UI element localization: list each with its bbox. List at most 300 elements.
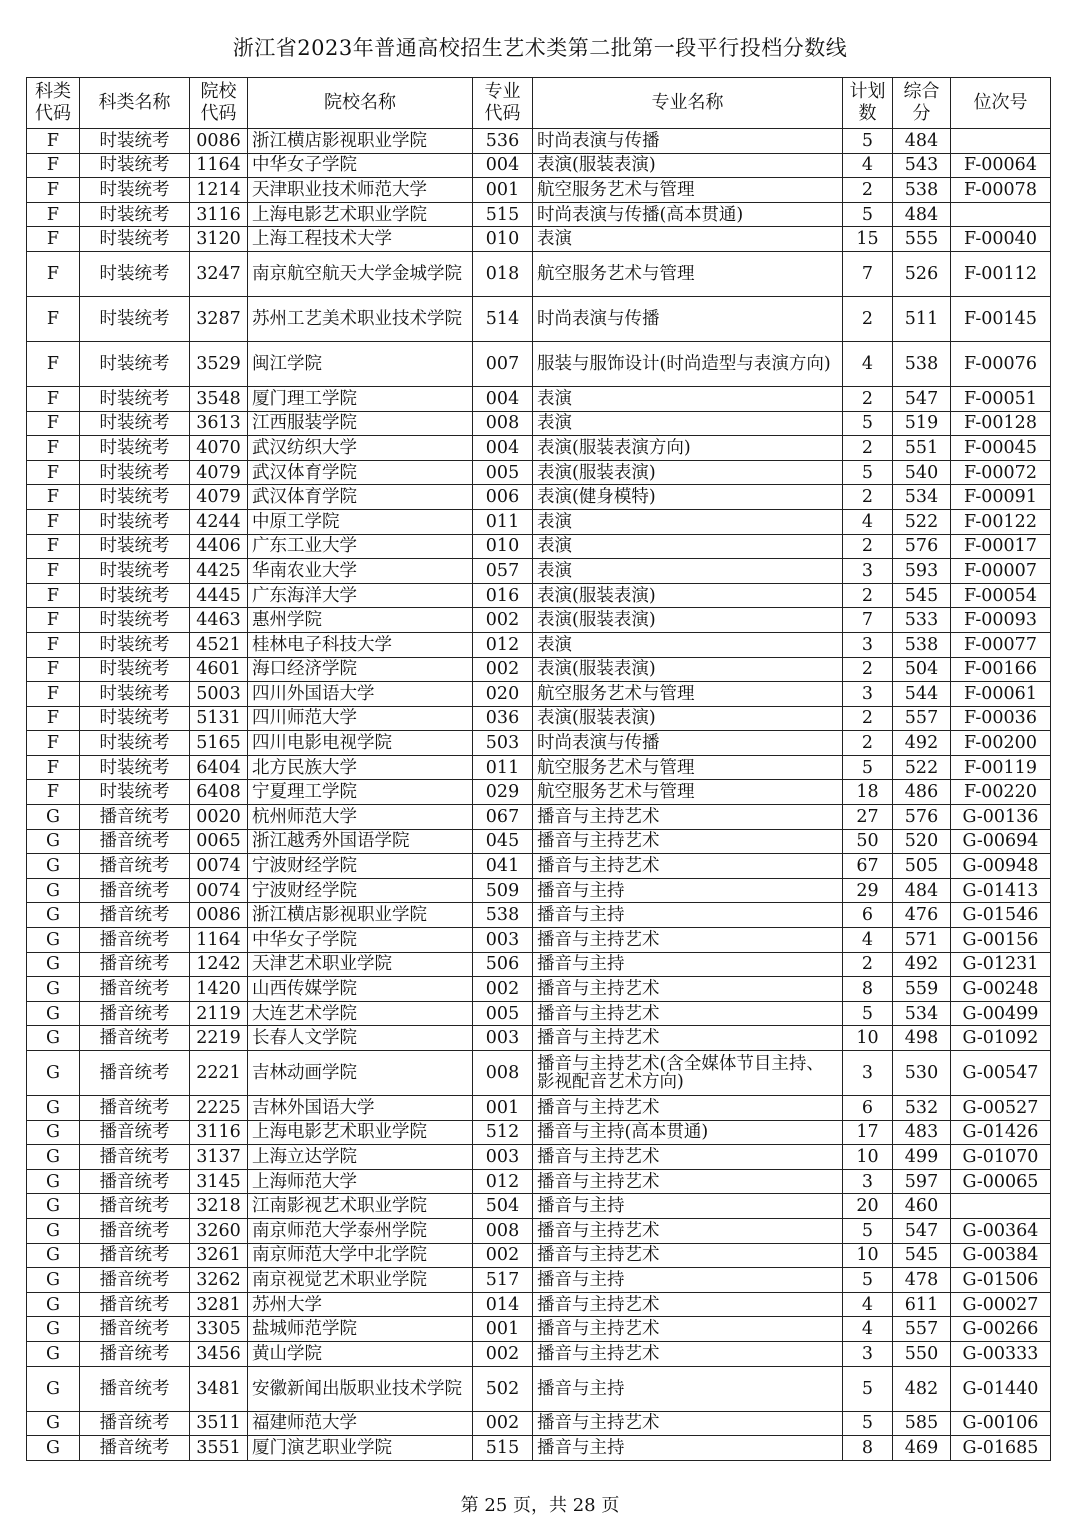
cell-category-code: G xyxy=(27,1268,80,1293)
cell-plan-count: 5 xyxy=(843,1268,893,1293)
cell-school-code: 3247 xyxy=(190,251,248,296)
cell-plan-count: 2 xyxy=(843,583,893,608)
score-table xyxy=(26,77,1051,1461)
cell-rank: F-00128 xyxy=(951,411,1051,436)
cell-plan-count: 2 xyxy=(843,952,893,977)
cell-total-score: 520 xyxy=(893,829,951,854)
cell-category-code: G xyxy=(27,1292,80,1317)
cell-total-score: 522 xyxy=(893,755,951,780)
cell-category-code: G xyxy=(27,928,80,953)
cell-school-code: 3529 xyxy=(190,341,248,386)
table-row xyxy=(27,178,1051,203)
cell-major-name: 表演 xyxy=(533,632,843,657)
cell-school-code: 4425 xyxy=(190,559,248,584)
cell-total-score: 484 xyxy=(893,202,951,227)
table-header-row xyxy=(27,78,1051,129)
cell-school-name: 南京师范大学中北学院 xyxy=(248,1243,473,1268)
cell-major-name: 播音与主持艺术 xyxy=(533,1218,843,1243)
cell-category-name: 播音统考 xyxy=(80,829,190,854)
cell-total-score: 526 xyxy=(893,251,951,296)
cell-plan-count: 4 xyxy=(843,928,893,953)
cell-plan-count: 4 xyxy=(843,1317,893,1342)
cell-major-code: 020 xyxy=(473,682,533,707)
cell-plan-count: 2 xyxy=(843,296,893,341)
table-row xyxy=(27,755,1051,780)
cell-category-code: G xyxy=(27,1001,80,1026)
cell-school-name: 厦门理工学院 xyxy=(248,386,473,411)
cell-rank: G-00248 xyxy=(951,977,1051,1002)
cell-plan-count: 27 xyxy=(843,805,893,830)
cell-plan-count: 5 xyxy=(843,129,893,154)
cell-major-name: 播音与主持艺术 xyxy=(533,1292,843,1317)
cell-rank xyxy=(951,202,1051,227)
cell-category-code: F xyxy=(27,153,80,178)
cell-category-name: 播音统考 xyxy=(80,1169,190,1194)
cell-school-name: 上海立达学院 xyxy=(248,1145,473,1170)
cell-rank: F-00091 xyxy=(951,485,1051,510)
cell-plan-count: 6 xyxy=(843,1096,893,1121)
cell-major-name: 播音与主持 xyxy=(533,1366,843,1411)
cell-major-name: 播音与主持 xyxy=(533,878,843,903)
cell-major-code: 005 xyxy=(473,1001,533,1026)
cell-rank: G-00266 xyxy=(951,1317,1051,1342)
cell-total-score: 478 xyxy=(893,1268,951,1293)
cell-plan-count: 17 xyxy=(843,1120,893,1145)
cell-school-code: 3305 xyxy=(190,1317,248,1342)
cell-category-code: F xyxy=(27,129,80,154)
cell-major-code: 004 xyxy=(473,436,533,461)
cell-rank: G-00136 xyxy=(951,805,1051,830)
table-row xyxy=(27,928,1051,953)
cell-category-code: F xyxy=(27,682,80,707)
cell-category-name: 时装统考 xyxy=(80,153,190,178)
cell-school-name: 吉林外国语大学 xyxy=(248,1096,473,1121)
cell-school-code: 0086 xyxy=(190,129,248,154)
table-row xyxy=(27,583,1051,608)
cell-category-name: 时装统考 xyxy=(80,485,190,510)
cell-category-code: F xyxy=(27,202,80,227)
table-row xyxy=(27,1001,1051,1026)
cell-category-name: 时装统考 xyxy=(80,682,190,707)
table-row xyxy=(27,1366,1051,1411)
cell-category-code: G xyxy=(27,854,80,879)
cell-major-name: 航空服务艺术与管理 xyxy=(533,682,843,707)
cell-plan-count: 5 xyxy=(843,1218,893,1243)
cell-category-code: G xyxy=(27,903,80,928)
cell-major-name: 播音与主持艺术 xyxy=(533,1317,843,1342)
cell-school-name: 武汉体育学院 xyxy=(248,460,473,485)
cell-major-code: 007 xyxy=(473,341,533,386)
cell-school-code: 4244 xyxy=(190,509,248,534)
cell-major-name: 播音与主持艺术 xyxy=(533,1243,843,1268)
cell-major-name: 表演 xyxy=(533,534,843,559)
cell-plan-count: 5 xyxy=(843,1001,893,1026)
cell-plan-count: 7 xyxy=(843,251,893,296)
cell-school-name: 宁波财经学院 xyxy=(248,854,473,879)
cell-total-score: 611 xyxy=(893,1292,951,1317)
cell-category-code: F xyxy=(27,706,80,731)
cell-school-code: 2225 xyxy=(190,1096,248,1121)
cell-plan-count: 2 xyxy=(843,436,893,461)
cell-category-code: F xyxy=(27,583,80,608)
cell-category-code: G xyxy=(27,1145,80,1170)
table-row xyxy=(27,1169,1051,1194)
cell-rank: F-00036 xyxy=(951,706,1051,731)
cell-school-name: 苏州工艺美术职业技术学院 xyxy=(248,296,473,341)
cell-school-name: 上海工程技术大学 xyxy=(248,227,473,252)
header-category-name: 科类名称 xyxy=(80,78,190,129)
table-row xyxy=(27,780,1051,805)
cell-rank: F-00061 xyxy=(951,682,1051,707)
cell-major-code: 515 xyxy=(473,202,533,227)
cell-category-name: 时装统考 xyxy=(80,460,190,485)
cell-category-code: F xyxy=(27,780,80,805)
cell-school-code: 2221 xyxy=(190,1051,248,1096)
cell-category-name: 播音统考 xyxy=(80,1218,190,1243)
cell-major-name: 播音与主持艺术 xyxy=(533,1169,843,1194)
cell-school-code: 1420 xyxy=(190,977,248,1002)
cell-rank: G-01426 xyxy=(951,1120,1051,1145)
cell-rank: G-00106 xyxy=(951,1411,1051,1436)
cell-category-name: 播音统考 xyxy=(80,1120,190,1145)
header-major-code: 专业代码 xyxy=(473,78,533,129)
cell-school-name: 浙江越秀外国语学院 xyxy=(248,829,473,854)
cell-school-code: 3613 xyxy=(190,411,248,436)
cell-school-name: 苏州大学 xyxy=(248,1292,473,1317)
cell-category-name: 时装统考 xyxy=(80,411,190,436)
cell-total-score: 585 xyxy=(893,1411,951,1436)
cell-rank: G-00333 xyxy=(951,1341,1051,1366)
cell-school-code: 3116 xyxy=(190,1120,248,1145)
cell-school-name: 山西传媒学院 xyxy=(248,977,473,1002)
cell-plan-count: 4 xyxy=(843,1292,893,1317)
cell-total-score: 534 xyxy=(893,485,951,510)
cell-total-score: 555 xyxy=(893,227,951,252)
cell-school-code: 3116 xyxy=(190,202,248,227)
table-row xyxy=(27,341,1051,386)
cell-category-code: G xyxy=(27,1218,80,1243)
cell-total-score: 576 xyxy=(893,805,951,830)
cell-major-code: 012 xyxy=(473,1169,533,1194)
cell-category-code: F xyxy=(27,731,80,756)
cell-school-name: 武汉纺织大学 xyxy=(248,436,473,461)
cell-category-code: F xyxy=(27,436,80,461)
cell-plan-count: 2 xyxy=(843,657,893,682)
cell-plan-count: 29 xyxy=(843,878,893,903)
cell-school-name: 大连艺术学院 xyxy=(248,1001,473,1026)
cell-category-code: G xyxy=(27,829,80,854)
cell-plan-count: 5 xyxy=(843,755,893,780)
cell-category-name: 播音统考 xyxy=(80,1292,190,1317)
cell-school-name: 宁波财经学院 xyxy=(248,878,473,903)
cell-category-name: 播音统考 xyxy=(80,1001,190,1026)
cell-category-code: G xyxy=(27,805,80,830)
table-body xyxy=(27,129,1051,1461)
cell-major-code: 011 xyxy=(473,755,533,780)
cell-category-code: G xyxy=(27,1341,80,1366)
cell-total-score: 469 xyxy=(893,1436,951,1461)
cell-major-code: 504 xyxy=(473,1194,533,1219)
table-row xyxy=(27,1317,1051,1342)
cell-major-code: 010 xyxy=(473,227,533,252)
cell-school-code: 1214 xyxy=(190,178,248,203)
cell-major-code: 067 xyxy=(473,805,533,830)
cell-category-name: 时装统考 xyxy=(80,509,190,534)
cell-major-name: 表演 xyxy=(533,559,843,584)
cell-category-name: 播音统考 xyxy=(80,1096,190,1121)
cell-school-name: 四川电影电视学院 xyxy=(248,731,473,756)
table-row xyxy=(27,153,1051,178)
table-row xyxy=(27,1268,1051,1293)
table-row xyxy=(27,129,1051,154)
cell-rank: F-00145 xyxy=(951,296,1051,341)
cell-category-name: 播音统考 xyxy=(80,1145,190,1170)
cell-total-score: 557 xyxy=(893,1317,951,1342)
cell-school-name: 中华女子学院 xyxy=(248,153,473,178)
cell-school-name: 广东工业大学 xyxy=(248,534,473,559)
cell-school-name: 杭州师范大学 xyxy=(248,805,473,830)
cell-school-code: 4079 xyxy=(190,485,248,510)
cell-category-code: F xyxy=(27,534,80,559)
cell-rank: G-00065 xyxy=(951,1169,1051,1194)
cell-plan-count: 5 xyxy=(843,1411,893,1436)
cell-school-code: 3281 xyxy=(190,1292,248,1317)
cell-total-score: 499 xyxy=(893,1145,951,1170)
cell-major-code: 005 xyxy=(473,460,533,485)
cell-category-name: 时装统考 xyxy=(80,202,190,227)
cell-rank: G-00384 xyxy=(951,1243,1051,1268)
cell-school-code: 3137 xyxy=(190,1145,248,1170)
table-row xyxy=(27,411,1051,436)
table-row xyxy=(27,1411,1051,1436)
cell-major-name: 时尚表演与传播 xyxy=(533,731,843,756)
table-row xyxy=(27,202,1051,227)
cell-major-name: 播音与主持艺术 xyxy=(533,928,843,953)
table-row xyxy=(27,296,1051,341)
cell-category-code: G xyxy=(27,1120,80,1145)
cell-major-code: 045 xyxy=(473,829,533,854)
cell-plan-count: 2 xyxy=(843,731,893,756)
cell-school-code: 3260 xyxy=(190,1218,248,1243)
cell-major-name: 表演(服装表演) xyxy=(533,608,843,633)
cell-total-score: 498 xyxy=(893,1026,951,1051)
cell-major-name: 航空服务艺术与管理 xyxy=(533,780,843,805)
cell-rank xyxy=(951,129,1051,154)
cell-total-score: 519 xyxy=(893,411,951,436)
table-row xyxy=(27,608,1051,633)
cell-total-score: 540 xyxy=(893,460,951,485)
cell-category-name: 播音统考 xyxy=(80,1268,190,1293)
cell-plan-count: 4 xyxy=(843,341,893,386)
cell-major-code: 536 xyxy=(473,129,533,154)
cell-total-score: 545 xyxy=(893,583,951,608)
cell-school-code: 3456 xyxy=(190,1341,248,1366)
cell-total-score: 571 xyxy=(893,928,951,953)
cell-school-code: 5165 xyxy=(190,731,248,756)
table-row xyxy=(27,1120,1051,1145)
cell-category-code: G xyxy=(27,878,80,903)
cell-major-name: 播音与主持 xyxy=(533,903,843,928)
cell-major-code: 003 xyxy=(473,928,533,953)
cell-category-code: F xyxy=(27,386,80,411)
cell-category-code: G xyxy=(27,1051,80,1096)
table-row xyxy=(27,251,1051,296)
cell-school-code: 1164 xyxy=(190,928,248,953)
cell-total-score: 484 xyxy=(893,878,951,903)
cell-school-code: 4521 xyxy=(190,632,248,657)
cell-rank: G-00547 xyxy=(951,1051,1051,1096)
cell-major-name: 播音与主持艺术 xyxy=(533,1026,843,1051)
cell-major-name: 播音与主持艺术(含全媒体节目主持、影视配音艺术方向) xyxy=(533,1051,843,1096)
cell-school-code: 3120 xyxy=(190,227,248,252)
table-row xyxy=(27,485,1051,510)
cell-major-name: 播音与主持艺术 xyxy=(533,829,843,854)
header-plan-count: 计划数 xyxy=(843,78,893,129)
table-row xyxy=(27,509,1051,534)
cell-total-score: 530 xyxy=(893,1051,951,1096)
cell-category-name: 时装统考 xyxy=(80,583,190,608)
page-footer: 第 25 页，共 28 页 xyxy=(460,1495,620,1516)
cell-category-code: G xyxy=(27,1366,80,1411)
cell-major-code: 502 xyxy=(473,1366,533,1411)
cell-category-code: G xyxy=(27,1243,80,1268)
table-row xyxy=(27,829,1051,854)
cell-school-code: 0074 xyxy=(190,854,248,879)
cell-category-name: 播音统考 xyxy=(80,1341,190,1366)
cell-school-name: 宁夏理工学院 xyxy=(248,780,473,805)
cell-major-name: 播音与主持艺术 xyxy=(533,1096,843,1121)
cell-major-code: 010 xyxy=(473,534,533,559)
cell-category-name: 时装统考 xyxy=(80,386,190,411)
header-major-name: 专业名称 xyxy=(533,78,843,129)
cell-total-score: 492 xyxy=(893,731,951,756)
cell-major-code: 002 xyxy=(473,608,533,633)
cell-school-name: 北方民族大学 xyxy=(248,755,473,780)
cell-category-name: 播音统考 xyxy=(80,928,190,953)
cell-rank: F-00078 xyxy=(951,178,1051,203)
cell-rank: G-00364 xyxy=(951,1218,1051,1243)
cell-school-name: 吉林动画学院 xyxy=(248,1051,473,1096)
cell-school-name: 中原工学院 xyxy=(248,509,473,534)
cell-school-code: 2119 xyxy=(190,1001,248,1026)
cell-school-name: 上海师范大学 xyxy=(248,1169,473,1194)
cell-plan-count: 6 xyxy=(843,903,893,928)
cell-total-score: 551 xyxy=(893,436,951,461)
cell-major-name: 播音与主持 xyxy=(533,1436,843,1461)
cell-plan-count: 8 xyxy=(843,977,893,1002)
cell-major-code: 008 xyxy=(473,1051,533,1096)
cell-school-name: 江南影视艺术职业学院 xyxy=(248,1194,473,1219)
cell-major-name: 播音与主持艺术 xyxy=(533,805,843,830)
cell-major-name: 播音与主持 xyxy=(533,952,843,977)
cell-major-code: 515 xyxy=(473,1436,533,1461)
cell-major-code: 517 xyxy=(473,1268,533,1293)
table-row xyxy=(27,903,1051,928)
cell-total-score: 544 xyxy=(893,682,951,707)
table-row xyxy=(27,1051,1051,1096)
cell-major-code: 029 xyxy=(473,780,533,805)
cell-school-code: 4406 xyxy=(190,534,248,559)
cell-rank: F-00064 xyxy=(951,153,1051,178)
cell-total-score: 538 xyxy=(893,341,951,386)
cell-major-name: 表演(服装表演) xyxy=(533,153,843,178)
cell-plan-count: 3 xyxy=(843,632,893,657)
cell-plan-count: 2 xyxy=(843,178,893,203)
cell-category-code: F xyxy=(27,485,80,510)
table-row xyxy=(27,731,1051,756)
cell-total-score: 532 xyxy=(893,1096,951,1121)
cell-school-code: 0074 xyxy=(190,878,248,903)
cell-major-code: 002 xyxy=(473,977,533,1002)
table-row xyxy=(27,1145,1051,1170)
cell-major-name: 表演(服装表演) xyxy=(533,706,843,731)
cell-category-name: 时装统考 xyxy=(80,341,190,386)
cell-major-name: 时尚表演与传播 xyxy=(533,129,843,154)
cell-major-code: 018 xyxy=(473,251,533,296)
cell-category-name: 播音统考 xyxy=(80,1026,190,1051)
cell-school-name: 武汉体育学院 xyxy=(248,485,473,510)
cell-school-name: 天津职业技术师范大学 xyxy=(248,178,473,203)
cell-category-name: 时装统考 xyxy=(80,657,190,682)
cell-major-code: 004 xyxy=(473,153,533,178)
cell-school-name: 华南农业大学 xyxy=(248,559,473,584)
cell-rank: F-00119 xyxy=(951,755,1051,780)
cell-rank: F-00072 xyxy=(951,460,1051,485)
cell-category-code: F xyxy=(27,227,80,252)
cell-rank: G-01413 xyxy=(951,878,1051,903)
cell-category-code: G xyxy=(27,1317,80,1342)
cell-school-name: 南京师范大学泰州学院 xyxy=(248,1218,473,1243)
cell-school-name: 浙江横店影视职业学院 xyxy=(248,903,473,928)
cell-school-code: 4463 xyxy=(190,608,248,633)
cell-school-name: 惠州学院 xyxy=(248,608,473,633)
cell-rank: G-00694 xyxy=(951,829,1051,854)
cell-category-code: G xyxy=(27,1026,80,1051)
table-row xyxy=(27,1218,1051,1243)
cell-major-name: 航空服务艺术与管理 xyxy=(533,178,843,203)
cell-major-name: 播音与主持 xyxy=(533,1194,843,1219)
cell-school-code: 3261 xyxy=(190,1243,248,1268)
table-row xyxy=(27,460,1051,485)
cell-plan-count: 2 xyxy=(843,706,893,731)
cell-category-name: 播音统考 xyxy=(80,977,190,1002)
cell-plan-count: 10 xyxy=(843,1145,893,1170)
cell-category-code: F xyxy=(27,178,80,203)
cell-school-code: 4070 xyxy=(190,436,248,461)
cell-major-code: 057 xyxy=(473,559,533,584)
table-row xyxy=(27,1243,1051,1268)
cell-major-name: 播音与主持艺术 xyxy=(533,1341,843,1366)
cell-category-name: 播音统考 xyxy=(80,1243,190,1268)
cell-category-code: G xyxy=(27,1411,80,1436)
cell-rank: F-00166 xyxy=(951,657,1051,682)
cell-total-score: 538 xyxy=(893,178,951,203)
cell-plan-count: 50 xyxy=(843,829,893,854)
cell-category-name: 时装统考 xyxy=(80,731,190,756)
cell-category-name: 时装统考 xyxy=(80,706,190,731)
cell-total-score: 557 xyxy=(893,706,951,731)
table-row xyxy=(27,878,1051,903)
cell-plan-count: 2 xyxy=(843,534,893,559)
cell-school-name: 黄山学院 xyxy=(248,1341,473,1366)
cell-rank: G-01231 xyxy=(951,952,1051,977)
cell-major-code: 514 xyxy=(473,296,533,341)
cell-major-code: 538 xyxy=(473,903,533,928)
cell-category-code: G xyxy=(27,977,80,1002)
cell-major-code: 002 xyxy=(473,1341,533,1366)
cell-total-score: 550 xyxy=(893,1341,951,1366)
cell-category-code: F xyxy=(27,460,80,485)
